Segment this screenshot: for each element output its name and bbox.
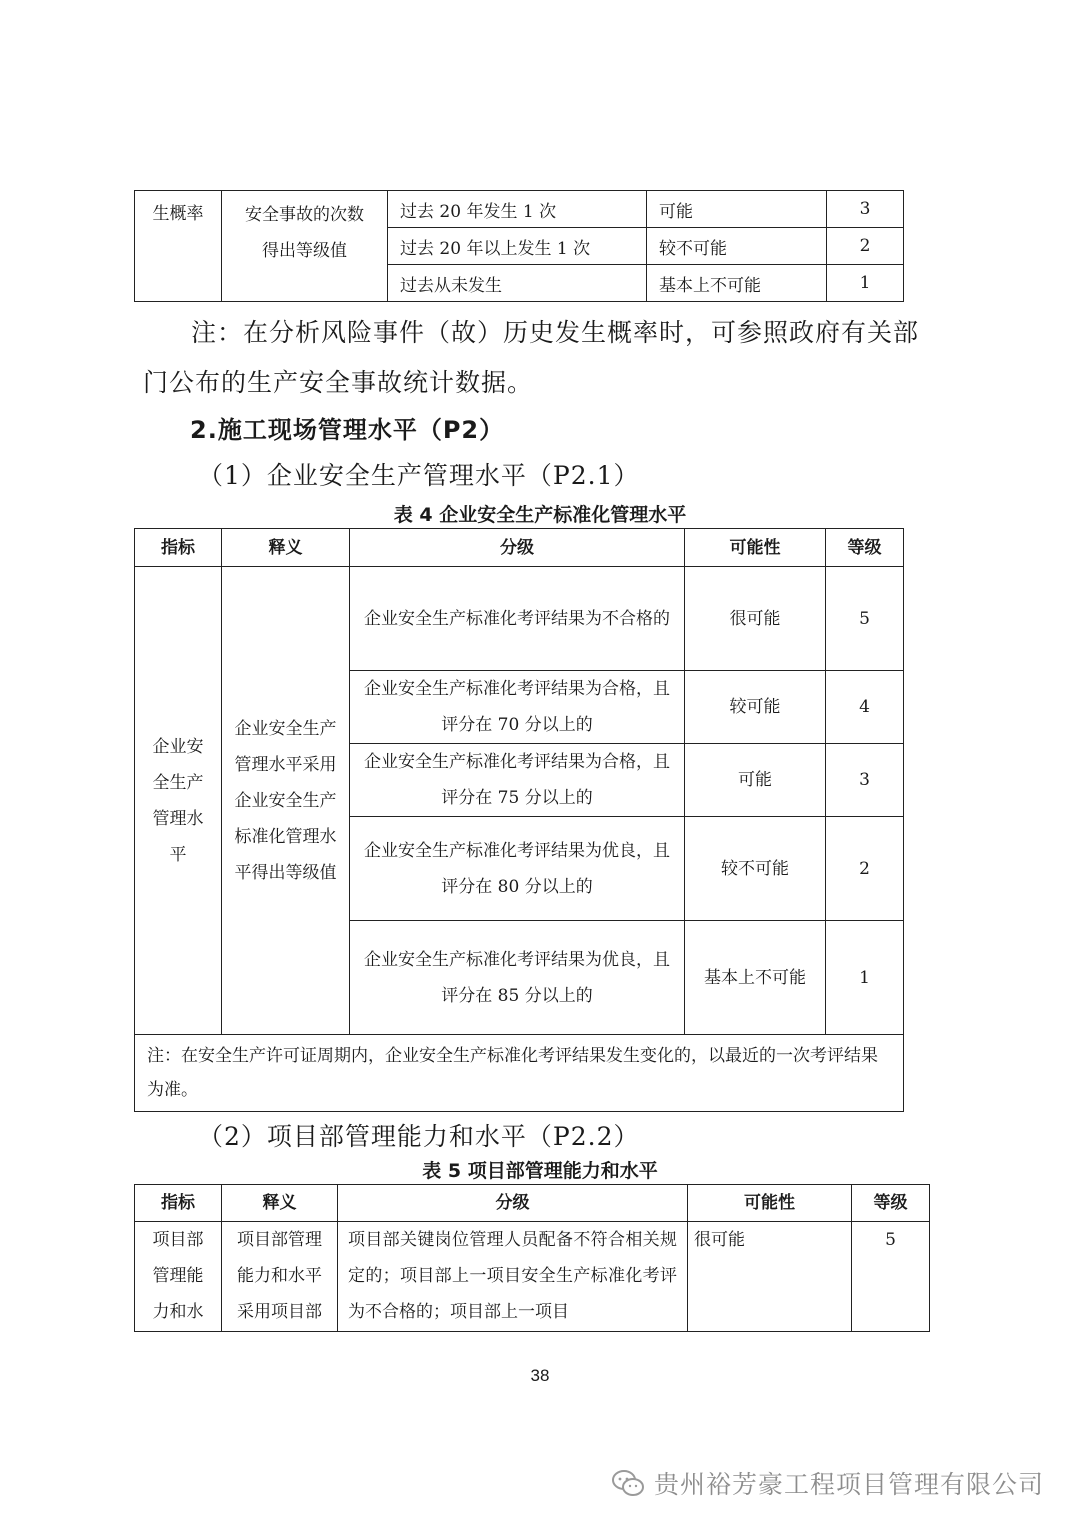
level-cell: 5 <box>852 1222 930 1332</box>
level-cell: 3 <box>826 744 904 817</box>
grade-desc-cell: 企业安全生产标准化考评结果为不合格的 <box>350 567 685 671</box>
sub-heading-2: （2）项目部管理能力和水平（P2.2） <box>198 1122 640 1151</box>
table4-caption: 表 4 企业安全生产标准化管理水平 <box>393 504 687 526</box>
section-heading: 2.施工现场管理水平（P2） <box>190 416 505 444</box>
likelihood-cell: 较不可能 <box>685 817 826 921</box>
header-likelihood: 可能性 <box>688 1185 852 1222</box>
table5 <box>134 1184 930 1332</box>
page-number: 38 <box>530 1366 550 1385</box>
grade-desc-cell: 企业安全生产标准化考评结果为优良，且评分在 80 分以上的 <box>350 817 685 921</box>
definition-cell: 企业安全生产管理水平采用企业安全生产标准化管理水平得出等级值 <box>222 567 350 1035</box>
note-paragraph: 注：在分析风险事件（故）历史发生概率时，可参照政府有关部门公布的生产安全事故统计数据。 <box>143 318 920 397</box>
grade-desc-cell: 企业安全生产标准化考评结果为合格，且评分在 70 分以上的 <box>350 671 685 744</box>
definition-cell: 项目部管理能力和水平采用项目部 <box>222 1222 338 1332</box>
level-cell: 4 <box>826 671 904 744</box>
level-cell: 1 <box>827 265 904 302</box>
level-cell: 2 <box>827 228 904 265</box>
likelihood-cell: 可能 <box>685 744 826 817</box>
grade-desc-cell: 过去从未发生 <box>388 265 647 302</box>
likelihood-cell: 可能 <box>647 191 827 228</box>
likelihood-cell: 基本上不可能 <box>685 921 826 1035</box>
table5-caption: 表 5 项目部管理能力和水平 <box>422 1160 658 1182</box>
header-level: 等级 <box>826 529 904 567</box>
table4-note: 注：在安全生产许可证周期内，企业安全生产标准化考评结果发生变化的，以最近的一次考评结果为准。 <box>135 1035 904 1112</box>
level-cell: 2 <box>826 817 904 921</box>
header-indicator: 指标 <box>135 529 222 567</box>
indicator-cell: 项目部管理能力和水 <box>135 1222 222 1332</box>
header-indicator: 指标 <box>135 1185 222 1222</box>
definition-cell: 安全事故的次数得出等级值 <box>222 191 388 302</box>
header-grade: 分级 <box>338 1185 688 1222</box>
wechat-icon <box>610 1468 646 1498</box>
header-level: 等级 <box>852 1185 930 1222</box>
risk-table-continued <box>134 190 904 302</box>
likelihood-cell: 很可能 <box>688 1222 852 1332</box>
sub-heading-1: （1）企业安全生产管理水平（P2.1） <box>198 461 640 490</box>
watermark <box>610 1465 1044 1501</box>
level-cell: 1 <box>826 921 904 1035</box>
grade-desc-cell: 企业安全生产标准化考评结果为合格，且评分在 75 分以上的 <box>350 744 685 817</box>
level-cell: 3 <box>827 191 904 228</box>
indicator-cell: 生概率 <box>135 191 222 302</box>
header-definition: 释义 <box>222 1185 338 1222</box>
indicator-cell: 企业安全生产管理水平 <box>135 567 222 1035</box>
likelihood-cell: 较不可能 <box>647 228 827 265</box>
table4 <box>134 528 904 1112</box>
level-cell: 5 <box>826 567 904 671</box>
grade-desc-cell: 企业安全生产标准化考评结果为优良，且评分在 85 分以上的 <box>350 921 685 1035</box>
header-grade: 分级 <box>350 529 685 567</box>
likelihood-cell: 较可能 <box>685 671 826 744</box>
grade-desc-cell: 过去 20 年发生 1 次 <box>388 191 647 228</box>
likelihood-cell: 很可能 <box>685 567 826 671</box>
grade-desc-cell: 过去 20 年以上发生 1 次 <box>388 228 647 265</box>
likelihood-cell: 基本上不可能 <box>647 265 827 302</box>
header-likelihood: 可能性 <box>685 529 826 567</box>
grade-desc-cell: 项目部关键岗位管理人员配备不符合相关规定的；项目部上一项目安全生产标准化考评为不合格的；项目部上一项目 <box>338 1222 688 1332</box>
watermark-text: 贵州裕芳豪工程项目管理有限公司 <box>653 1470 1044 1499</box>
header-definition: 释义 <box>222 529 350 567</box>
